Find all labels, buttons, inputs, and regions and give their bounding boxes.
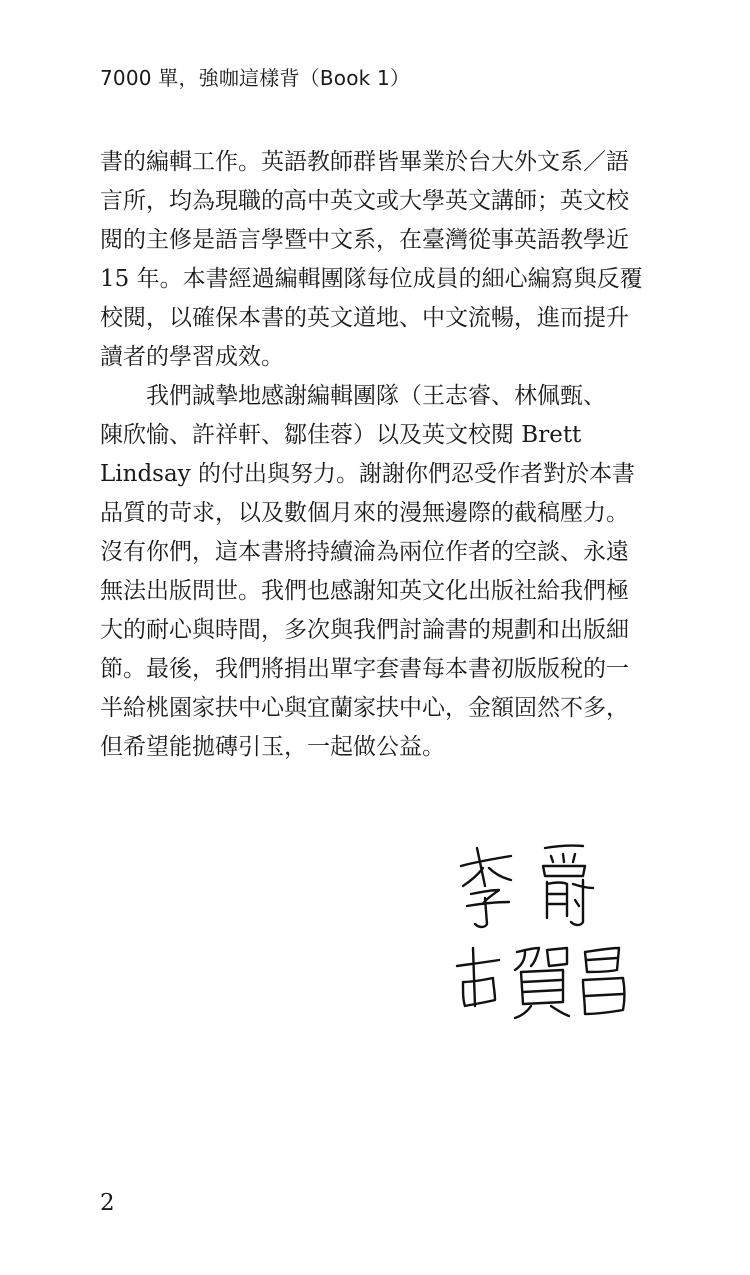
text-line: 大的耐心與時間，多次與我們討論書的規劃和出版細	[100, 617, 629, 643]
text-line: 我們誠摯地感謝編輯團隊（王志睿、林佩甄、	[146, 383, 606, 409]
text-line: 陳欣愉、許祥軒、鄒佳蓉）以及英文校閱 Brett	[100, 422, 582, 448]
text-line: Lindsay 的付出與努力。謝謝你們忍受作者對於本書	[100, 461, 635, 487]
signature-gu-he-chang	[457, 948, 625, 1018]
text-line: 沒有你們，這本書將持續淪為兩位作者的空談、永遠	[100, 539, 629, 565]
text-line: 校閱，以確保本書的英文道地、中文流暢，進而提升	[100, 305, 629, 331]
text-line: 但希望能拋磚引玉，一起做公益。	[100, 734, 445, 760]
page-number: 2	[100, 1190, 115, 1216]
signature-li-jue	[461, 846, 593, 927]
signatures	[455, 838, 645, 1038]
text-line: 無法出版問世。我們也感謝知英文化出版社給我們極	[100, 578, 629, 604]
text-line: 品質的苛求，以及數個月來的漫無邊際的截稿壓力。	[100, 500, 629, 526]
text-line: 節。最後，我們將捐出單字套書每本書初版版稅的一	[100, 656, 629, 682]
text-line: 書的編輯工作。英語教師群皆畢業於台大外文系／語	[100, 149, 629, 175]
body-text	[100, 143, 656, 767]
text-line: 讀者的學習成效。	[100, 344, 284, 370]
running-header: 7000 單，強咖這樣背（Book 1）	[100, 66, 411, 90]
text-line: 半給桃園家扶中心與宜蘭家扶中心，金額固然不多，	[100, 695, 629, 721]
handwritten-signatures	[455, 838, 645, 1038]
text-line: 15 年。本書經過編輯團隊每位成員的細心編寫與反覆	[100, 266, 643, 292]
text-line: 閱的主修是語言學暨中文系，在臺灣從事英語教學近	[100, 227, 629, 253]
text-line: 言所，均為現職的高中英文或大學英文講師；英文校	[100, 188, 629, 214]
